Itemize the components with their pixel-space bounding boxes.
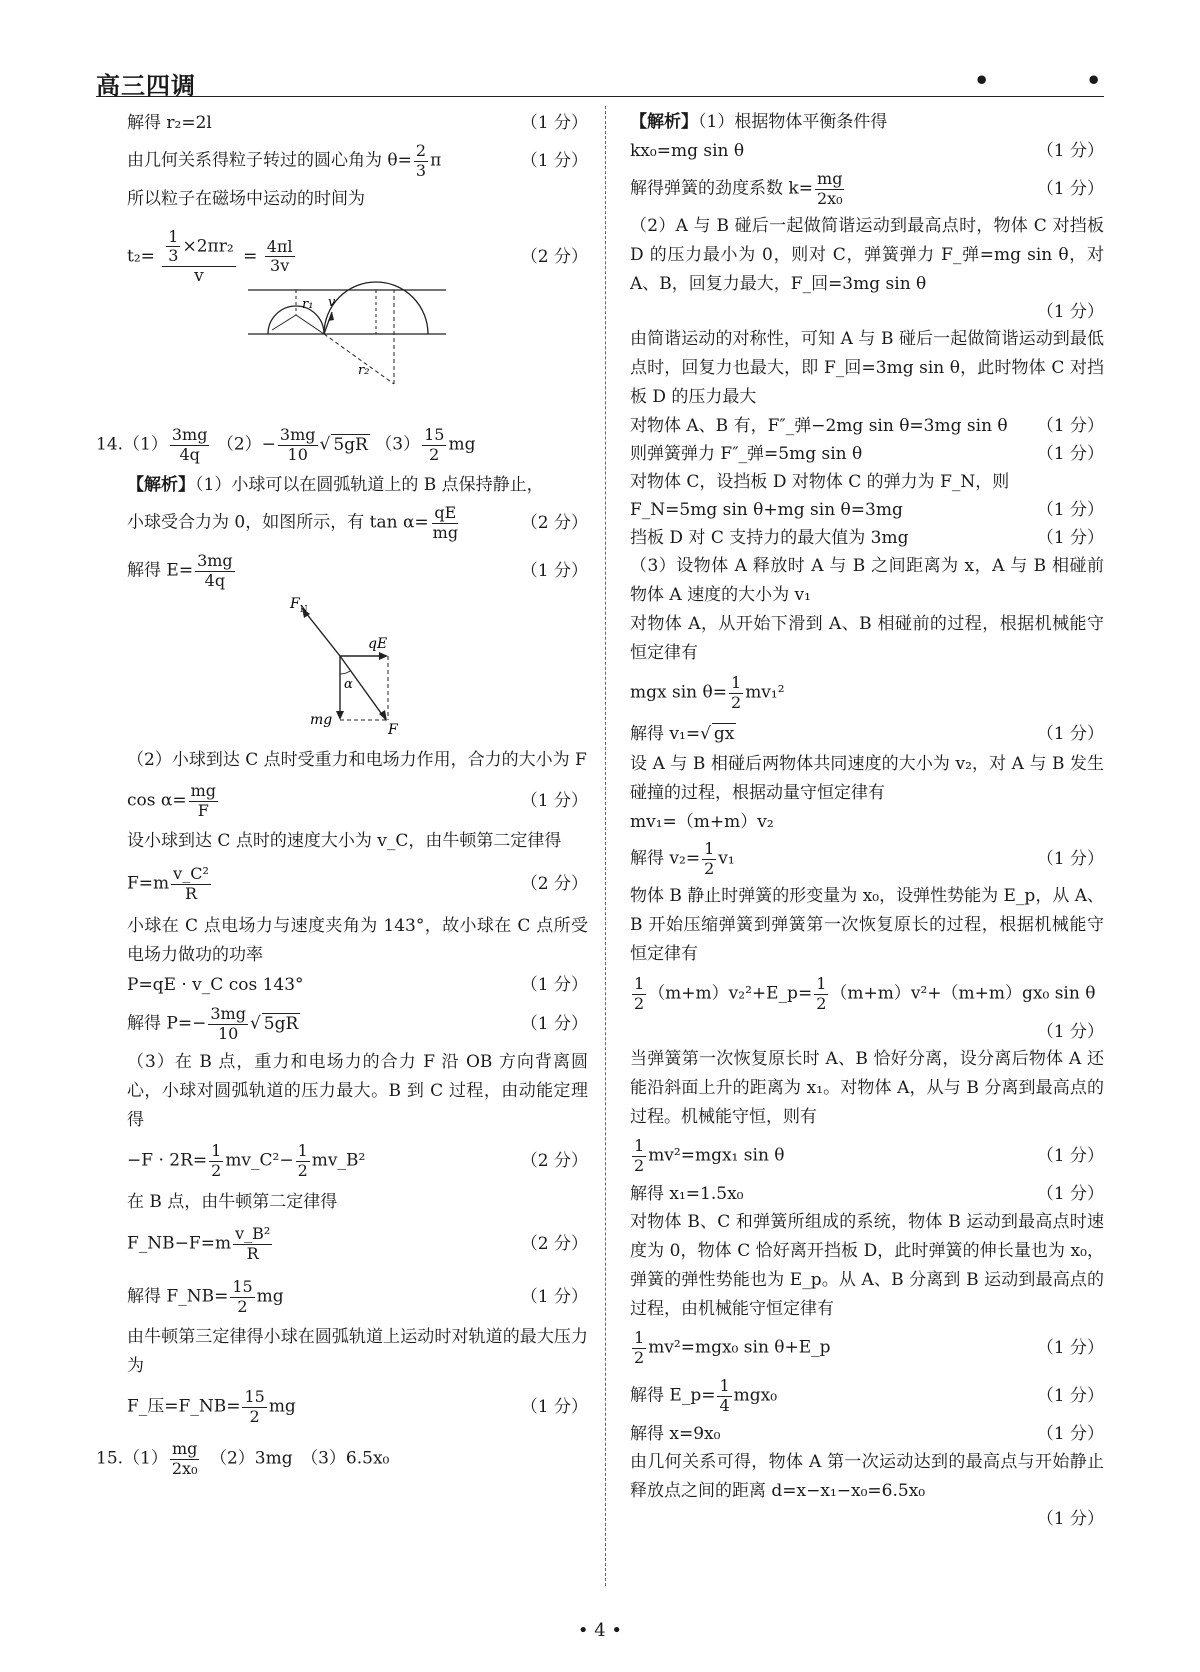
label-f: F (388, 722, 398, 738)
equation: 解得 v₁=√ gx (630, 724, 735, 744)
score: （1 分） (1036, 444, 1104, 464)
score: （1 分） (520, 1014, 588, 1034)
score: （1 分） (1036, 179, 1104, 199)
score: （1 分） (1036, 141, 1104, 161)
right-column (630, 108, 1104, 1532)
equation: $\frac{1}{2}$ mv²=mgx₀ sin θ+E_p (634, 1328, 831, 1367)
equation: 解得 v₂= $\frac{1}{2}$ v₁ (630, 839, 735, 878)
score: （1 分） (1036, 1184, 1104, 1204)
equation: 对物体 A、B 有，F″_弹−2mg sin θ=3mg sin θ (630, 416, 1008, 436)
solution-line: 所以粒子在磁场中运动的时间为 (127, 189, 365, 209)
label-r2: r₂ (358, 363, 370, 378)
equation: 解得 P=− $\frac{3mg}{10}$ √ 5gR (127, 1004, 299, 1043)
answer-line: 14.（1） $\frac{3mg}{4q}$ （2）− $\frac{3mg}{10}$ √ 5gR （3） $\frac{15}{2}$ mg (96, 425, 476, 464)
equation: 解得 E= $\frac{3mg}{4q}$ (127, 551, 233, 590)
analysis-paragraph: 小球在 C 点电场力与速度夹角为 143°，故小球在 C 点所受电场力做功的功率 (127, 916, 588, 965)
score: （1 分） (520, 975, 588, 995)
analysis-paragraph: （3）设物体 A 释放时 A 与 B 之间距离为 x，A 与 B 相碰前物体 A 速度的大小为 v₁ (630, 556, 1104, 605)
equation: mgx sin θ= $\frac{1}{2}$ mv₁² (630, 673, 785, 712)
analysis-paragraph: （2）A 与 B 碰后一起做简谐运动到最高点时，物体 C 对挡板 D 的压力最小为 0，则对 C，弹簧弹力 F_弹=mg sin θ，对 A、B，回复力最大，F_回=3mg sin θ (630, 216, 1104, 294)
analysis-line: 挡板 D 对 C 支持力的最大值为 3mg (630, 528, 909, 548)
label-alpha: α (344, 677, 353, 692)
score: （1 分） (1036, 416, 1104, 436)
label-fn: $F_N$ (290, 596, 308, 615)
equation: 小球受合力为 0，如图所示，有 tan α= $\frac{qE}{mg}$ (127, 503, 459, 542)
equation: cos α= $\frac{mg}{F}$ (127, 781, 217, 820)
label-v: v (328, 295, 336, 310)
equation: 解得 x=9x₀ (630, 1424, 721, 1444)
analysis-paragraph: 设小球到达 C 点时的速度大小为 v_C，由牛顿第二定律得 (127, 831, 562, 851)
analysis-line: 对物体 C，设挡板 D 对物体 C 的弹力为 F_N，则 (630, 472, 1010, 492)
header-title: 高三四调 (96, 71, 196, 100)
equation: $\frac{1}{2}$ mv²=mgx₁ sin θ (634, 1136, 785, 1175)
score: （1 分） (520, 561, 588, 581)
answer-line: 15.（1） $\frac{mg}{\text{2x₀}}$ （2）3mg （3）6.5x₀ (96, 1439, 390, 1478)
score: （1 分） (1036, 724, 1104, 744)
equation: F=m $\frac{\text{v\_C²}}{R}$ (127, 864, 209, 903)
solution-line: 由几何关系得粒子转过的圆心角为 θ= $\frac{2}{3}$ π (127, 141, 442, 180)
page-number: • 4 • (577, 1620, 623, 1641)
analysis-paragraph: （2）小球到达 C 点时受重力和电场力作用，合力的大小为 F (127, 750, 587, 770)
equation: t₂= $\frac{1}{3}$ ×2πr₂ v = $\frac{4\pi l}{3v}$ (127, 226, 293, 286)
score: （1 分） (1036, 1509, 1104, 1529)
score: （1 分） (1036, 528, 1104, 548)
solution-line: 解得 r₂=2l (127, 113, 212, 133)
analysis-paragraph: 对物体 B、C 和弹簧所组成的系统，物体 B 运动到最高点时速度为 0，物体 C 恰好离开挡板 D，此时弹簧的伸长量也为 x₀，弹簧的弹性势能也为 E_p。从 A、B 分离到 B 运动到最高点的过程，由机械能守恒定律有 (630, 1212, 1104, 1319)
analysis-paragraph: （3）在 B 点，重力和电场力的合力 F 沿 OB 方向背离圆心，小球对圆弧轨道的压力最大。B 到 C 过程，由动能定理得 (127, 1052, 588, 1130)
score: （2 分） (520, 247, 588, 267)
analysis-paragraph: 设 A 与 B 相碰后两物体共同速度的大小为 v₂，对 A 与 B 发生碰撞的过程，根据动量守恒定律有 (630, 754, 1104, 803)
equation: mv₁=（m+m）v₂ (630, 812, 774, 832)
equation: F_压=F_NB= $\frac{15}{2}$ mg (127, 1387, 296, 1426)
header-dot: • (974, 66, 990, 95)
equation: F_N=5mg sin θ+mg sin θ=3mg (630, 500, 903, 520)
score: （2 分） (520, 874, 588, 894)
equation: kx₀=mg sin θ (630, 141, 745, 161)
score: （1 分） (520, 151, 588, 171)
score: （1 分） (1036, 849, 1104, 869)
label-mg: mg (310, 712, 333, 728)
equation: F_NB−F=m $\frac{\text{v\_B²}}{R}$ (127, 1224, 271, 1263)
equation: $\frac{1}{2}$ （m+m）v₂²+E_p= $\frac{1}{2}$ （m+m）v²+（m+m）gx₀ sin θ (634, 974, 1096, 1013)
score: （2 分） (520, 513, 588, 533)
equation: 解得弹簧的劲度系数 k= $\frac{mg}{\text{2x₀}}$ (630, 169, 843, 208)
score: （1 分） (520, 113, 588, 133)
score: （1 分） (1036, 1338, 1104, 1358)
analysis-line: 【解析】（1）小球可以在圆弧轨道上的 B 点保持静止， (127, 475, 544, 495)
analysis-paragraph: 由简谐运动的对称性，可知 A 与 B 碰后一起做简谐运动到最低点时，回复力也最大，即 F_回=3mg sin θ，此时物体 C 对挡板 D 的压力最大 (630, 329, 1104, 407)
equation: −F · 2R= $\frac{1}{2}$ mv_C²− $\frac{1}{2}$ mv_B² (127, 1141, 366, 1180)
score: （2 分） (520, 1234, 588, 1254)
analysis-paragraph: 由几何关系可得，物体 A 第一次运动达到的最高点与开始静止释放点之间的距离 d=x−x₁−x₀=6.5x₀ (630, 1452, 1104, 1501)
score: （1 分） (1036, 1146, 1104, 1166)
score: （1 分） (1036, 1424, 1104, 1444)
column-divider (605, 106, 606, 1586)
header-dot: • (1086, 66, 1102, 95)
score: （1 分） (1036, 1386, 1104, 1406)
left-column (96, 108, 588, 1485)
score: （1 分） (520, 1397, 588, 1417)
analysis-paragraph: 当弹簧第一次恢复原长时 A、B 恰好分离，设分离后物体 A 还能沿斜面上升的距离为 x₁。对物体 A，从与 B 分离到最高点的过程。机械能守恒，则有 (630, 1049, 1104, 1127)
analysis-line: 【解析】（1）根据物体平衡条件得 (630, 112, 888, 132)
score: （1 分） (520, 791, 588, 811)
label-r1: r₁ (302, 297, 314, 312)
magnetic-field-diagram (248, 280, 548, 400)
equation: 解得 F_NB= $\frac{15}{2}$ mg (127, 1277, 284, 1316)
equation: 解得 x₁=1.5x₀ (630, 1184, 744, 1204)
label-qe: qE (368, 636, 388, 652)
score: （1 分） (1036, 1022, 1104, 1042)
score: （1 分） (1036, 500, 1104, 520)
force-diagram (276, 588, 436, 748)
analysis-line: 在 B 点，由牛顿第二定律得 (127, 1192, 338, 1212)
equation: 则弹簧弹力 F″_弹=5mg sin θ (630, 444, 863, 464)
equation: P=qE · v_C cos 143° (127, 975, 304, 995)
score: （1 分） (520, 1287, 588, 1307)
score: （2 分） (520, 1151, 588, 1171)
analysis-paragraph: 对物体 A，从开始下滑到 A、B 相碰前的过程，根据机械能守恒定律有 (630, 614, 1104, 663)
equation: 解得 E_p= $\frac{1}{4}$ mgx₀ (630, 1376, 778, 1415)
analysis-paragraph: 由牛顿第三定律得小球在圆弧轨道上运动时对轨道的最大压力为 (127, 1327, 588, 1376)
analysis-paragraph: 物体 B 静止时弹簧的形变量为 x₀，设弹性势能为 E_p，从 A、B 开始压缩弹簧到弹簧第一次恢复原长的过程，根据机械能守恒定律有 (630, 886, 1104, 964)
page-header (96, 66, 1104, 100)
score: （1 分） (1036, 302, 1104, 322)
